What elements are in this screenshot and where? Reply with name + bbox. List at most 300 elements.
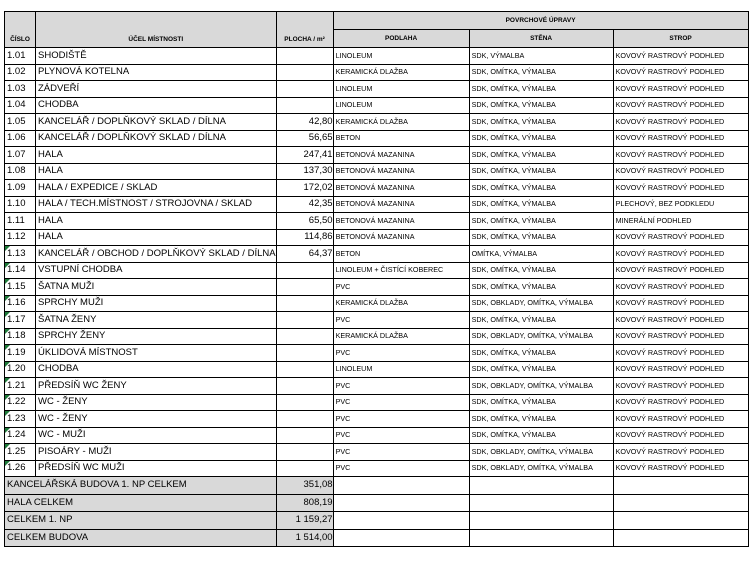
room-wall <box>469 196 613 213</box>
room-wall-text: SDK, OMÍTKA, VÝMALBA <box>471 166 556 176</box>
room-area <box>276 97 333 114</box>
room-ceiling <box>613 427 748 444</box>
room-floor-text: BETONOVÁ MAZANINA <box>335 182 415 192</box>
room-name-text: ZÁDVEŘÍ <box>38 82 80 94</box>
table-row <box>5 114 749 131</box>
room-number-text: 1.10 <box>7 198 26 210</box>
room-number-text: 1.01 <box>7 49 26 61</box>
room-wall <box>469 444 613 461</box>
room-name-text: ÚKLIDOVÁ MÍSTNOST <box>38 346 138 358</box>
room-name <box>36 345 277 362</box>
room-ceiling <box>613 147 748 164</box>
room-number-text: 1.03 <box>7 82 26 94</box>
total-value: 1 159,27 <box>276 512 333 530</box>
table-row <box>5 394 749 411</box>
room-wall-text: SDK, OMÍTKA, VÝMALBA <box>471 215 556 225</box>
room-area <box>276 130 333 147</box>
room-area <box>276 64 333 81</box>
comment-indicator-icon <box>5 362 10 367</box>
room-wall-text: SDK, OMÍTKA, VÝMALBA <box>471 430 556 440</box>
room-floor-text: KERAMICKÁ DLAŽBA <box>335 116 408 126</box>
room-name-text: HALA <box>38 231 63 243</box>
room-wall <box>469 328 613 345</box>
room-ceiling-text: KOVOVÝ RASTROVÝ PODHLED <box>615 298 725 308</box>
room-wall-text: SDK, OMÍTKA, VÝMALBA <box>471 265 556 275</box>
room-name-text: PŘEDSÍŇ WC ŽENY <box>38 379 127 391</box>
room-floor-text: PVC <box>335 413 351 423</box>
room-name <box>36 64 277 81</box>
room-wall <box>469 163 613 180</box>
empty-cell <box>469 494 613 512</box>
room-floor-text: PVC <box>335 281 351 291</box>
room-ceiling <box>613 81 748 98</box>
room-ceiling-text: KOVOVÝ RASTROVÝ PODHLED <box>615 413 725 423</box>
empty-cell <box>613 512 748 530</box>
room-wall <box>469 48 613 65</box>
total-label: CELKEM 1. NP <box>5 512 277 530</box>
table-row <box>5 180 749 197</box>
room-wall <box>469 312 613 329</box>
table-row <box>5 48 749 65</box>
comment-indicator-icon <box>5 329 10 334</box>
room-floor-text: BETONOVÁ MAZANINA <box>335 166 415 176</box>
room-name-text: PISOÁRY - MUŽI <box>38 445 112 457</box>
room-name <box>36 213 277 230</box>
room-wall <box>469 262 613 279</box>
room-number <box>5 295 36 312</box>
room-name <box>36 361 277 378</box>
comment-indicator-icon <box>5 395 10 400</box>
empty-cell <box>333 512 469 530</box>
room-area-text: 42,35 <box>308 198 333 210</box>
totals-row <box>5 477 749 495</box>
room-floor-text: KERAMICKÁ DLAŽBA <box>335 67 408 77</box>
empty-cell <box>333 529 469 547</box>
room-name <box>36 262 277 279</box>
room-area <box>276 229 333 246</box>
room-area <box>276 345 333 362</box>
comment-indicator-icon <box>5 263 10 268</box>
room-wall-text: SDK, OMÍTKA, VÝMALBA <box>471 232 556 242</box>
room-wall <box>469 213 613 230</box>
table-row <box>5 196 749 213</box>
room-area <box>276 328 333 345</box>
room-ceiling <box>613 460 748 477</box>
room-number <box>5 378 36 395</box>
table-row <box>5 279 749 296</box>
room-name <box>36 279 277 296</box>
room-wall <box>469 345 613 362</box>
room-floor-text: PVC <box>335 446 351 456</box>
room-area-text: 137,30 <box>303 165 333 177</box>
room-ceiling-text: KOVOVÝ RASTROVÝ PODHLED <box>615 166 725 176</box>
room-number <box>5 345 36 362</box>
header-purpose: ÚČEL MÍSTNOSTI <box>36 12 277 48</box>
room-ceiling <box>613 213 748 230</box>
room-name-text: SPRCHY MUŽI <box>38 297 104 309</box>
room-number-text: 1.16 <box>7 297 26 309</box>
room-floor <box>333 328 469 345</box>
room-ceiling <box>613 97 748 114</box>
room-name <box>36 147 277 164</box>
room-number <box>5 196 36 213</box>
room-floor <box>333 312 469 329</box>
table-row <box>5 64 749 81</box>
room-area-text: 42,80 <box>308 115 333 127</box>
table-row <box>5 328 749 345</box>
room-name <box>36 378 277 395</box>
comment-indicator-icon <box>5 246 10 251</box>
room-floor-text: LINOLEUM <box>335 100 373 110</box>
room-floor-text: BETONOVÁ MAZANINA <box>335 149 415 159</box>
room-ceiling-text: KOVOVÝ RASTROVÝ PODHLED <box>615 314 725 324</box>
room-number-text: 1.24 <box>7 429 26 441</box>
room-name <box>36 411 277 428</box>
room-number-text: 1.12 <box>7 231 26 243</box>
room-name <box>36 48 277 65</box>
room-area <box>276 147 333 164</box>
room-number <box>5 460 36 477</box>
empty-cell <box>333 477 469 495</box>
room-ceiling <box>613 48 748 65</box>
table-row <box>5 295 749 312</box>
room-wall <box>469 246 613 263</box>
room-floor <box>333 147 469 164</box>
room-number <box>5 130 36 147</box>
room-area <box>276 444 333 461</box>
room-name <box>36 130 277 147</box>
room-name <box>36 163 277 180</box>
room-floor <box>333 130 469 147</box>
empty-cell <box>613 494 748 512</box>
room-wall <box>469 394 613 411</box>
room-wall-text: SDK, OMÍTKA, VÝMALBA <box>471 281 556 291</box>
room-name-text: KANCELÁŘ / DOPLŇKOVÝ SKLAD / DÍLNA <box>38 132 226 144</box>
room-wall-text: SDK, OMÍTKA, VÝMALBA <box>471 413 556 423</box>
room-number <box>5 229 36 246</box>
room-wall <box>469 411 613 428</box>
room-ceiling-text: KOVOVÝ RASTROVÝ PODHLED <box>615 232 725 242</box>
room-floor <box>333 262 469 279</box>
room-floor-text: PVC <box>335 347 351 357</box>
room-area <box>276 213 333 230</box>
totals-row <box>5 512 749 530</box>
room-name-text: WC - ŽENY <box>38 412 88 424</box>
room-ceiling <box>613 328 748 345</box>
room-area <box>276 114 333 131</box>
room-ceiling <box>613 130 748 147</box>
room-ceiling-text: KOVOVÝ RASTROVÝ PODHLED <box>615 50 725 60</box>
room-ceiling <box>613 378 748 395</box>
room-ceiling <box>613 114 748 131</box>
room-floor-text: KERAMICKÁ DLAŽBA <box>335 331 408 341</box>
room-name-text: KANCELÁŘ / DOPLŇKOVÝ SKLAD / DÍLNA <box>38 115 226 127</box>
room-number-text: 1.18 <box>7 330 26 342</box>
room-number <box>5 279 36 296</box>
room-ceiling <box>613 64 748 81</box>
comment-indicator-icon <box>5 461 10 466</box>
room-number <box>5 394 36 411</box>
room-ceiling <box>613 180 748 197</box>
room-ceiling-text: KOVOVÝ RASTROVÝ PODHLED <box>615 149 725 159</box>
room-number <box>5 427 36 444</box>
room-number-text: 1.02 <box>7 66 26 78</box>
room-name-text: CHODBA <box>38 99 79 111</box>
table-row <box>5 130 749 147</box>
header-surfaces-group: POVRCHOVÉ ÚPRAVY <box>333 12 748 30</box>
room-area <box>276 295 333 312</box>
room-floor <box>333 114 469 131</box>
room-ceiling <box>613 312 748 329</box>
room-area <box>276 460 333 477</box>
empty-cell <box>613 529 748 547</box>
room-wall-text: SDK, OBKLADY, OMÍTKA, VÝMALBA <box>471 463 593 473</box>
room-number <box>5 262 36 279</box>
table-header <box>5 12 749 48</box>
room-area <box>276 361 333 378</box>
room-name-text: HALA / EXPEDICE / SKLAD <box>38 181 158 193</box>
room-wall-text: SDK, OMÍTKA, VÝMALBA <box>471 67 556 77</box>
table-row <box>5 312 749 329</box>
table-row <box>5 213 749 230</box>
room-number-text: 1.05 <box>7 115 26 127</box>
room-ceiling <box>613 345 748 362</box>
room-wall <box>469 378 613 395</box>
table-row <box>5 378 749 395</box>
room-floor <box>333 196 469 213</box>
room-ceiling-text: KOVOVÝ RASTROVÝ PODHLED <box>615 83 725 93</box>
comment-indicator-icon <box>5 378 10 383</box>
room-ceiling <box>613 394 748 411</box>
room-name-text: WC - MUŽI <box>38 429 86 441</box>
table-row <box>5 81 749 98</box>
room-wall <box>469 130 613 147</box>
room-floor <box>333 411 469 428</box>
room-wall <box>469 361 613 378</box>
room-ceiling-text: KOVOVÝ RASTROVÝ PODHLED <box>615 100 725 110</box>
total-value: 808,19 <box>276 494 333 512</box>
room-floor-text: PVC <box>335 397 351 407</box>
room-floor-text: LINOLEUM <box>335 50 373 60</box>
room-number-text: 1.26 <box>7 462 26 474</box>
room-area-text: 56,65 <box>308 132 333 144</box>
room-area-text: 65,50 <box>308 214 333 226</box>
room-floor <box>333 81 469 98</box>
room-area <box>276 394 333 411</box>
room-number-text: 1.21 <box>7 379 26 391</box>
room-wall-text: SDK, OBKLADY, OMÍTKA, VÝMALBA <box>471 380 593 390</box>
room-number <box>5 312 36 329</box>
room-floor-text: BETON <box>335 133 361 143</box>
room-area <box>276 180 333 197</box>
room-ceiling-text: MINERÁLNÍ PODHLED <box>615 215 692 225</box>
total-label: CELKEM BUDOVA <box>5 529 277 547</box>
room-number-text: 1.11 <box>7 214 25 226</box>
room-floor <box>333 444 469 461</box>
room-wall <box>469 229 613 246</box>
table-row <box>5 163 749 180</box>
room-number <box>5 213 36 230</box>
table-row <box>5 97 749 114</box>
room-name <box>36 180 277 197</box>
total-value: 1 514,00 <box>276 529 333 547</box>
room-name-text: CHODBA <box>38 363 79 375</box>
room-wall <box>469 64 613 81</box>
room-wall-text: SDK, OMÍTKA, VÝMALBA <box>471 116 556 126</box>
room-number <box>5 411 36 428</box>
room-floor <box>333 361 469 378</box>
room-ceiling-text: KOVOVÝ RASTROVÝ PODHLED <box>615 331 725 341</box>
room-name-text: HALA <box>38 165 63 177</box>
room-number <box>5 163 36 180</box>
table-row <box>5 427 749 444</box>
room-name-text: VSTUPNÍ CHODBA <box>38 264 123 276</box>
room-ceiling-text: KOVOVÝ RASTROVÝ PODHLED <box>615 133 725 143</box>
room-wall-text: SDK, OMÍTKA, VÝMALBA <box>471 397 556 407</box>
empty-cell <box>469 477 613 495</box>
comment-indicator-icon <box>5 345 10 350</box>
room-name <box>36 295 277 312</box>
room-wall-text: SDK, OMÍTKA, VÝMALBA <box>471 100 556 110</box>
room-number-text: 1.07 <box>7 148 26 160</box>
room-area-text: 64,37 <box>308 247 333 259</box>
header-area: PLOCHA / m² <box>276 12 333 48</box>
room-ceiling-text: KOVOVÝ RASTROVÝ PODHLED <box>615 67 725 77</box>
rooms-body <box>5 48 749 477</box>
room-floor <box>333 427 469 444</box>
room-ceiling-text: KOVOVÝ RASTROVÝ PODHLED <box>615 347 725 357</box>
room-wall-text: SDK, OBKLADY, OMÍTKA, VÝMALBA <box>471 298 593 308</box>
room-number-text: 1.15 <box>7 280 26 292</box>
room-wall-text: SDK, OBKLADY, OMÍTKA, VÝMALBA <box>471 446 593 456</box>
total-label: KANCELÁŘSKÁ BUDOVA 1. NP CELKEM <box>5 477 277 495</box>
room-number <box>5 114 36 131</box>
room-ceiling-text: KOVOVÝ RASTROVÝ PODHLED <box>615 430 725 440</box>
table-row <box>5 345 749 362</box>
room-number <box>5 180 36 197</box>
total-label: HALA CELKEM <box>5 494 277 512</box>
table-row <box>5 460 749 477</box>
room-floor <box>333 345 469 362</box>
room-floor <box>333 229 469 246</box>
room-ceiling <box>613 196 748 213</box>
room-wall <box>469 114 613 131</box>
room-floor <box>333 378 469 395</box>
room-ceiling-text: PLECHOVÝ, BEZ PODKLEDU <box>615 199 715 209</box>
header-wall: STĚNA <box>469 30 613 48</box>
comment-indicator-icon <box>5 296 10 301</box>
room-floor-text: PVC <box>335 430 351 440</box>
room-ceiling <box>613 295 748 312</box>
room-name-text: HALA <box>38 214 63 226</box>
comment-indicator-icon <box>5 312 10 317</box>
room-name <box>36 444 277 461</box>
room-name <box>36 246 277 263</box>
room-floor-text: LINOLEUM <box>335 364 373 374</box>
room-name <box>36 312 277 329</box>
room-ceiling-text: KOVOVÝ RASTROVÝ PODHLED <box>615 182 725 192</box>
room-floor-text: PVC <box>335 314 351 324</box>
room-number <box>5 444 36 461</box>
header-ceiling: STROP <box>613 30 748 48</box>
room-name <box>36 427 277 444</box>
room-number-text: 1.22 <box>7 396 26 408</box>
room-area <box>276 411 333 428</box>
room-area-text: 114,86 <box>304 231 333 243</box>
room-name <box>36 328 277 345</box>
room-area <box>276 246 333 263</box>
room-name-text: PLYNOVÁ KOTELNA <box>38 66 130 78</box>
room-area <box>276 262 333 279</box>
comment-indicator-icon <box>5 279 10 284</box>
room-wall-text: SDK, OMÍTKA, VÝMALBA <box>471 314 556 324</box>
room-floor <box>333 246 469 263</box>
room-floor-text: BETONOVÁ MAZANINA <box>335 232 415 242</box>
room-floor-text: KERAMICKÁ DLAŽBA <box>335 298 408 308</box>
room-ceiling-text: KOVOVÝ RASTROVÝ PODHLED <box>615 446 725 456</box>
room-floor-text: BETONOVÁ MAZANINA <box>335 215 415 225</box>
room-wall-text: SDK, OMÍTKA, VÝMALBA <box>471 364 556 374</box>
empty-cell <box>333 494 469 512</box>
room-ceiling <box>613 361 748 378</box>
room-wall-text: SDK, OMÍTKA, VÝMALBA <box>471 199 556 209</box>
room-floor-text: PVC <box>335 463 351 473</box>
room-wall-text: SDK, OMÍTKA, VÝMALBA <box>471 149 556 159</box>
room-area-text: 247,41 <box>303 148 333 160</box>
room-number <box>5 48 36 65</box>
room-floor <box>333 180 469 197</box>
room-number-text: 1.13 <box>7 247 26 259</box>
room-number-text: 1.17 <box>7 313 26 325</box>
totals-row <box>5 494 749 512</box>
room-number <box>5 246 36 263</box>
room-ceiling <box>613 444 748 461</box>
room-ceiling <box>613 279 748 296</box>
room-wall <box>469 295 613 312</box>
comment-indicator-icon <box>5 428 10 433</box>
room-floor-text: PVC <box>335 380 351 390</box>
room-name <box>36 394 277 411</box>
room-floor-text: BETONOVÁ MAZANINA <box>335 199 415 209</box>
total-value: 351,08 <box>276 477 333 495</box>
room-ceiling <box>613 411 748 428</box>
comment-indicator-icon <box>5 411 10 416</box>
room-wall-text: SDK, OMÍTKA, VÝMALBA <box>471 133 556 143</box>
room-name-text: HALA / TECH.MÍSTNOST / STROJOVNA / SKLAD <box>38 198 252 210</box>
room-area <box>276 312 333 329</box>
room-wall-text: SDK, OMÍTKA, VÝMALBA <box>471 182 556 192</box>
room-ceiling <box>613 229 748 246</box>
room-number <box>5 361 36 378</box>
room-name <box>36 460 277 477</box>
room-ceiling-text: KOVOVÝ RASTROVÝ PODHLED <box>615 397 725 407</box>
room-name-text: PŘEDSÍŇ WC MUŽI <box>38 462 125 474</box>
room-number <box>5 64 36 81</box>
room-name <box>36 114 277 131</box>
room-number <box>5 328 36 345</box>
table-row <box>5 361 749 378</box>
comment-indicator-icon <box>5 444 10 449</box>
room-wall-text: OMÍTKA, VÝMALBA <box>471 248 538 258</box>
room-wall <box>469 460 613 477</box>
room-area <box>276 378 333 395</box>
room-area <box>276 279 333 296</box>
room-ceiling-text: KOVOVÝ RASTROVÝ PODHLED <box>615 265 725 275</box>
room-name-text: SPRCHY ŽENY <box>38 330 106 342</box>
room-number-text: 1.06 <box>7 132 26 144</box>
room-wall <box>469 81 613 98</box>
room-floor-text: BETON <box>335 248 361 258</box>
